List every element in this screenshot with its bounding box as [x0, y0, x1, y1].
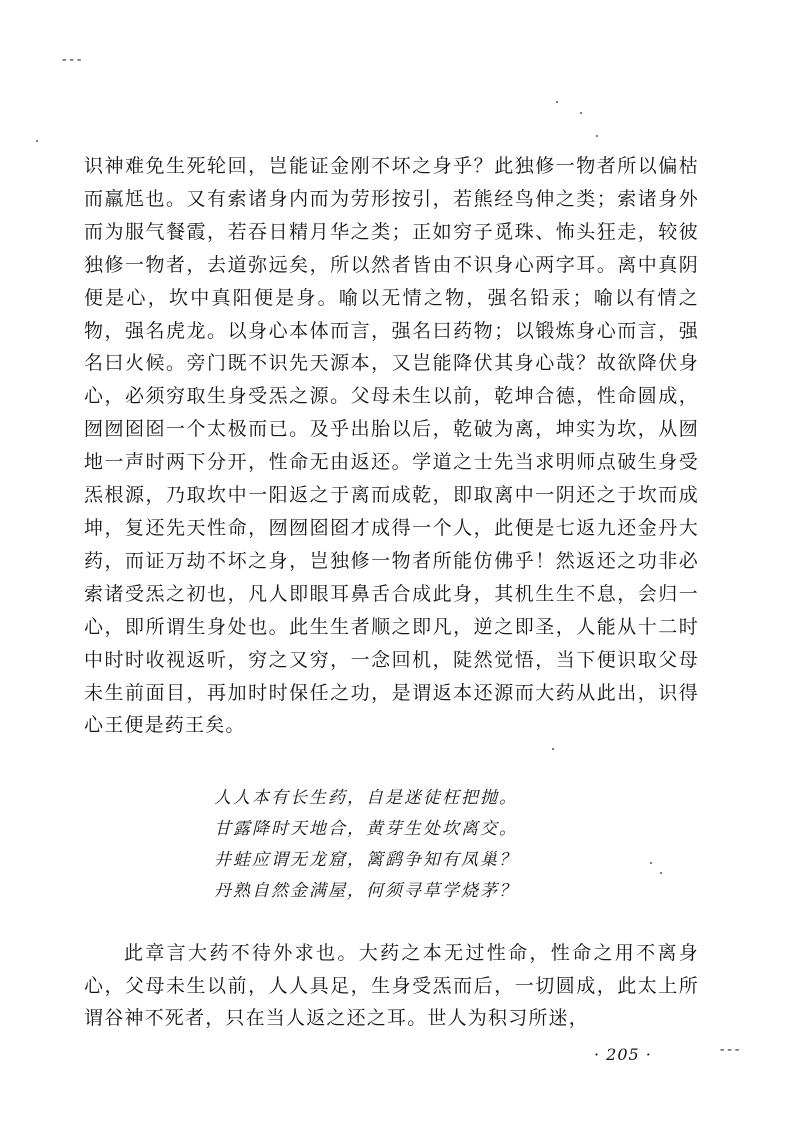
scan-speck	[650, 862, 652, 864]
poem-line-3: 井蛙应谓无龙窟，篱鹞争知有凤巢？	[214, 850, 518, 870]
poem-line-1: 人人本有长生药，自是迷徒枉把抛。	[214, 788, 518, 808]
crop-mark-bottom-right: ---	[718, 1042, 741, 1058]
page-number: · 205 ·	[594, 1045, 652, 1064]
body-paragraph: 识神难免生死轮回，岂能证金刚不坏之身乎？此独修一物者所以偏枯而羸尪也。又有索诸身内而为劳形按引，若熊经鸟伸之类；索诸身外而为服气餐霞，若吞日精月华之类；正如穷子觅珠、怖头狂走，较彼独修一物者，去道弥远矣，所以然者皆由不识身心两字耳。离中真阴便是心，坎中真阳便是身。喻以无情之物，强名铅汞；喻以有情之物，强名虎龙。以身心本体而言，强名曰药物；以锻炼身心而言，强名曰火候。旁门既不识先天源本，又岂能降伏其身心哉？故欲降伏身心，必须穷取生身受炁之源。父母未生以前，乾坤合德，性命圆成，囫囫囵囵一个太极而已。及乎出胎以后，乾破为离，坤实为坎，从囫地一声时两下分开，性命无由返还。学道之士先当求明师点破生身受炁根源，乃取坎中一阳返之于离而成乾，即取离中一阴还之于坎而成坤，复还先天性命，囫囫囵囵才成得一个人，此便是七返九还金丹大药，而证万劫不坏之身，岂独修一物者所能仿佛乎！然返还之功非必索诸受炁之初也，凡人即眼耳鼻舌合成此身，其机生生不息，会归一心，即所谓生身处也。此生生者顺之即凡，逆之即圣，人能从十二时中时时收视返听，穷之又穷，一念回机，陡然觉悟，当下便识取父母未生前面目，再加时时保任之功，是谓返本还源而大药从此出，识得心王便是药王矣。	[84, 155, 699, 737]
poem-block	[214, 783, 594, 907]
main-text-block	[84, 150, 699, 742]
scan-speck	[556, 101, 558, 103]
scan-speck	[580, 112, 582, 114]
commentary-block	[84, 937, 699, 1035]
poem-line-2: 甘露降时天地合，黄芽生处坎离交。	[214, 819, 518, 839]
scan-speck	[596, 135, 598, 137]
scan-speck	[552, 748, 554, 750]
poem-line-4: 丹熟自然金满屋，何须寻草学烧茅？	[214, 881, 518, 901]
scan-speck	[660, 872, 662, 874]
commentary-paragraph: 此章言大药不待外求也。大药之本无过性命，性命之用不离身心，父母未生以前，人人具足，生身受炁而后，一切圆成，此太上所谓谷神不死者，只在当人返之还之耳。世人为积习所迷，	[84, 942, 699, 1029]
crop-mark-top-left: ---	[60, 52, 83, 68]
scan-speck	[36, 140, 38, 142]
